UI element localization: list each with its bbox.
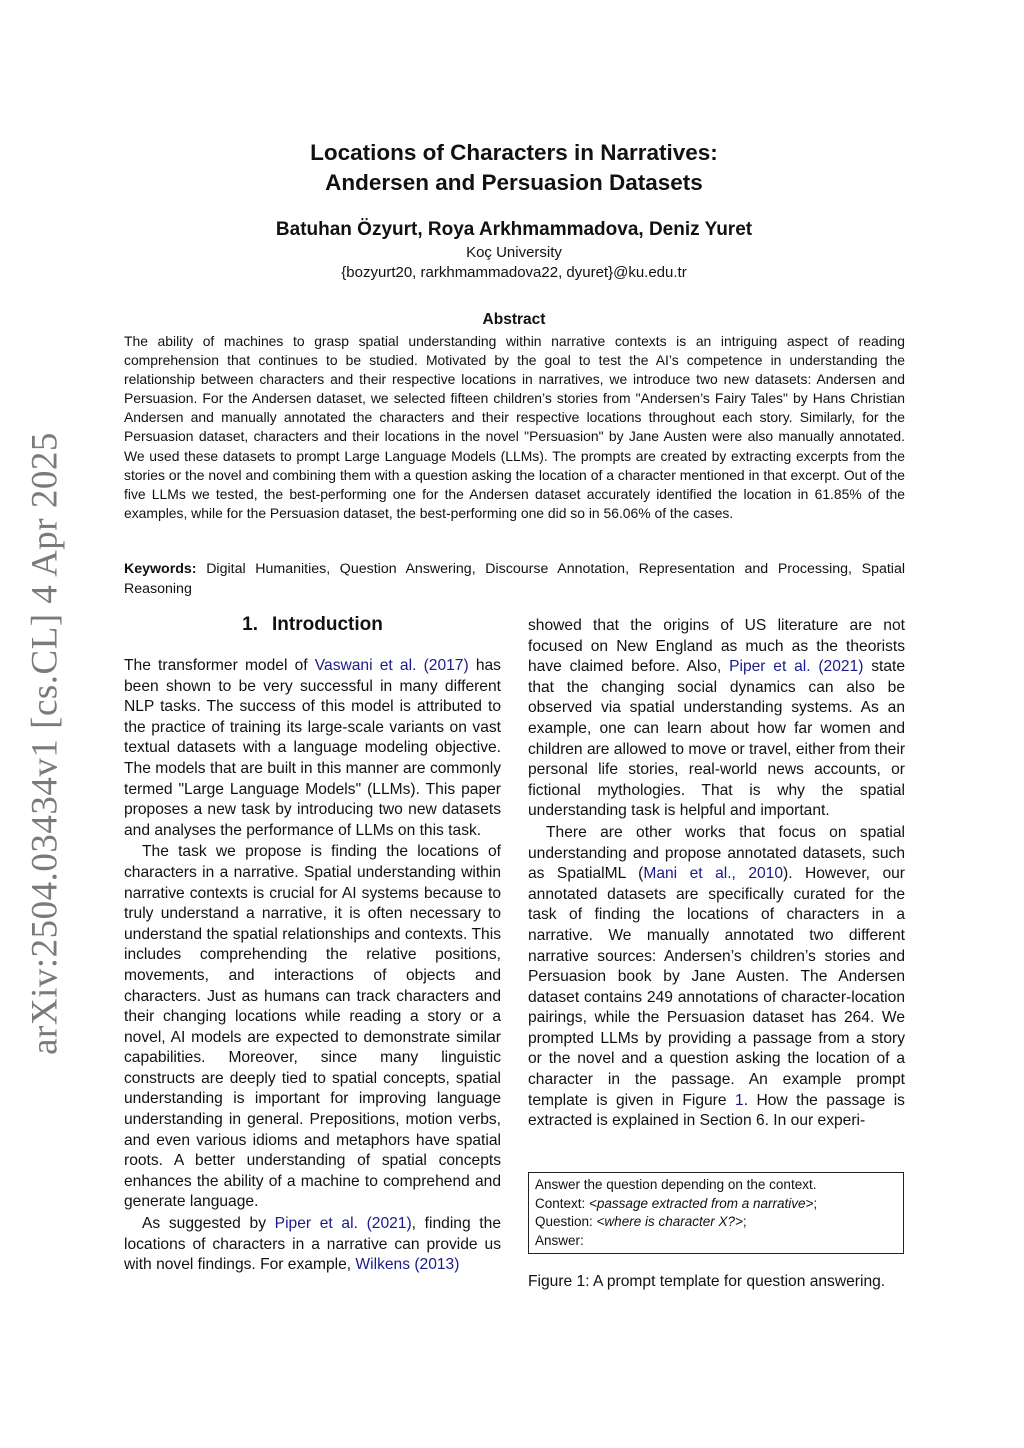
arxiv-identifier: arXiv:2504.03434v1 [cs.CL] 4 Apr 2025 (24, 432, 66, 1055)
section-title: Introduction (272, 614, 383, 635)
prompt-answer-line: Answer: (535, 1232, 584, 1248)
section-number: 1. (242, 614, 259, 635)
figure-1-reference[interactable]: 1 (735, 1091, 744, 1109)
text-run: The transformer model of (124, 657, 315, 674)
title-line-1: Locations of Characters in Narratives: (310, 140, 718, 165)
citation-mani-2010[interactable]: Mani et al., 2010 (643, 865, 784, 883)
left-column (124, 612, 501, 1276)
text-run: Context: (535, 1195, 590, 1211)
intro-paragraph-4 (528, 823, 905, 1132)
citation-piper-2021[interactable]: Piper et al. (2021) (274, 1215, 412, 1233)
text-run: showed that the origins of US literature are not focused on New England as much as the theorists have claimed before. Also, (528, 617, 905, 676)
text-run: state that the changing social dynamics can also be observed via spatial understanding systems. As an example, one can learn about how far women and children are allowed to move or travel, either from their personal life stories, real-world news accounts, or fictional mythologies. That is why the spatial understanding task is helpful and important. (528, 658, 906, 820)
text-run: ; (742, 1214, 747, 1229)
text-run: , finding the locations of characters in a narrative can provide us with novel findings. For example, (124, 1215, 501, 1274)
intro-paragraph-3-continued (528, 616, 905, 822)
intro-paragraph-3-start (124, 1214, 501, 1276)
paper-title (200, 138, 828, 198)
affiliation-block (150, 243, 878, 283)
text-run: There are other works that focus on spatial understanding and propose annotated datasets, such as SpatialML ( (528, 823, 905, 883)
citation-wilkens-2013[interactable]: Wilkens (2013) (355, 1256, 460, 1274)
citation-piper-2021[interactable]: Piper et al. (2021) (729, 658, 864, 676)
intro-paragraph-1 (124, 656, 501, 841)
author-emails: {bozyurt20, rarkhmammadova22, dyuret}@ku.edu.tr (341, 264, 687, 281)
prompt-question-line (535, 1213, 897, 1232)
title-line-2: Andersen and Persuasion Datasets (325, 170, 703, 195)
figure-1-caption: Figure 1: A prompt template for question answering. (528, 1273, 886, 1290)
text-run: ; (813, 1195, 818, 1211)
right-column (528, 616, 905, 1132)
question-placeholder: <where is character X?> (596, 1214, 743, 1229)
abstract-heading: Abstract (482, 311, 546, 328)
prompt-instruction: Answer the question depending on the context. (535, 1177, 817, 1192)
prompt-context-line (535, 1195, 897, 1214)
keywords (124, 560, 905, 599)
text-run: . How the passage is extracted is explained in Section 6. In our experi- (528, 1091, 905, 1130)
affiliation: Koç University (466, 244, 562, 261)
intro-paragraph-2: The task we propose is finding the locations of characters in a narrative. Spatial understanding within narrative contexts is crucial for AI systems because to truly understand a narrative, it is often necessary to understand the spatial relationships and contexts. This includes comprehending the relative positions, movements, and interactions of objects and characters. Just as humans can track characters and their changing locations while reading a story or a novel, AI models are expected to demonstrate similar capabilities. Moreover, since many linguistic constructs are deeply tied to spatial concepts, spatial understanding is important for improving language understanding in general. Prepositions, motion verbs, and even various idioms and metaphors have spatial roots. A better understanding of spatial concepts enhances the ability of a machine to comprehend and generate language. (124, 843, 501, 1211)
text-run: Question: (535, 1214, 597, 1229)
text-run: As suggested by (142, 1215, 275, 1233)
citation-vaswani-2017[interactable]: Vaswani et al. (2017) (314, 657, 469, 674)
keywords-label: Keywords: (124, 561, 197, 577)
context-placeholder: <passage extracted from a narrative> (589, 1195, 814, 1211)
text-run: ). However, our annotated datasets are specifically curated for the task of finding the locations of characters in a narrative. We manually annotated two different narrative sources: Andersen’s children’s stories and Persuasion book by Jane Austen. The Andersen dataset contains 249 annotations of character-location pairings, while the Persuasion dataset has 264. We prompted LLMs by providing a passage from a story or the novel and a question asking the location of a character in the passage. An example prompt template is given in Figure (528, 865, 905, 1109)
text-run: has been shown to be very successful in many different NLP tasks. The success of this model is attributed to the practice of training its large-scale variants on vast textual datasets with a language modeling objective. The models that are built in this manner are commonly termed "Large Language Models" (LLMs). This paper proposes a new task by introducing two new datasets and analyses the performance of LLMs on this task. (124, 657, 501, 839)
author-list: Batuhan Özyurt, Roya Arkhmammadova, Deniz Yuret (275, 219, 753, 240)
prompt-template-box (528, 1172, 904, 1254)
keywords-list: Digital Humanities, Question Answering, Discourse Annotation, Representation and Processing, Spatial Reasoning (124, 561, 905, 597)
abstract-text: The ability of machines to grasp spatial understanding within narrative contexts is an intriguing aspect of reading comprehension that continues to be studied. Motivated by the goal to test the AI’s competence in understanding the relationship between characters and their respective locations in narratives, we introduce two new datasets: Andersen and Persuasion. For the Andersen dataset, we selected fifteen children’s stories from "Andersen’s Fairy Tales" by Hans Christian Andersen and manually annotated the characters and their respective locations throughout each story. Similarly, for the Persuasion dataset, characters and their locations in the novel "Persuasion" by Jane Austen were also manually annotated. We used these datasets to prompt Large Language Models (LLMs). The prompts are created by extracting excerpts from the stories or the novel and combining them with a question asking the location of a character mentioned in that excerpt. Out of the five LLMs we tested, the best-performing one for the Andersen dataset accurately identified the location in 61.85% of the examples, while for the Persuasion dataset, the best-performing one did so in 56.06% of the cases. (124, 333, 905, 521)
section-heading-introduction (124, 612, 501, 638)
